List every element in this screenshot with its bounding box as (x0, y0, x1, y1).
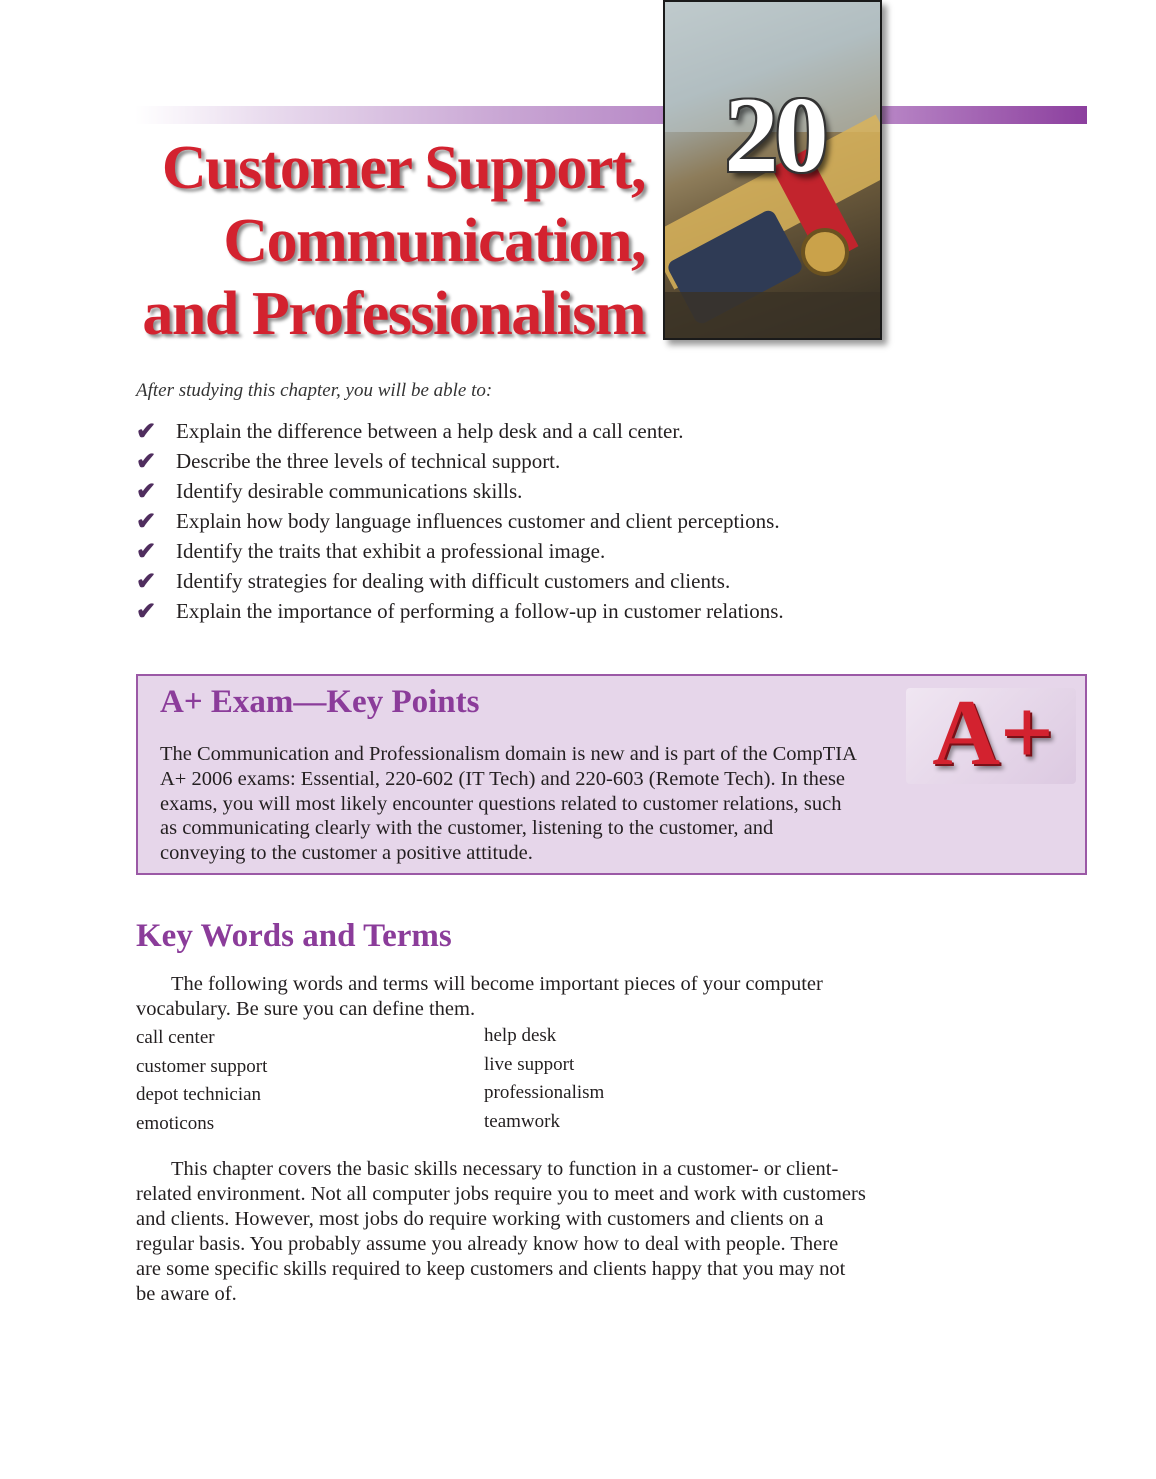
key-term: emoticons (136, 1112, 215, 1134)
key-term: teamwork (484, 1110, 560, 1132)
chapter-image (663, 0, 882, 340)
checkmark-icon: ✔ (136, 538, 157, 565)
checkmark-icon: ✔ (136, 508, 157, 535)
objective-text: Identify desirable communications skills. (176, 478, 523, 503)
objective-text: Identify the traits that exhibit a professional image. (176, 538, 606, 563)
aplus-logo-text: A+ (932, 681, 1054, 785)
objective-text: Explain the difference between a help desk and a call center. (176, 418, 684, 443)
objectives-intro: After studying this chapter, you will be able to: (136, 380, 493, 401)
body-paragraph: This chapter covers the basic skills necessary to function in a customer- or client-related environment. Not all computer jobs require you to meet and work with customers and clients. However, most jobs do require working with customers and clients on a regular basis. You probably assume you already know how to deal with people. There are some specific skills required to keep customers and clients happy that you may not be aware of. (136, 1158, 866, 1305)
key-term: professionalism (484, 1082, 605, 1103)
chapter-title-line: and Professionalism (142, 280, 645, 348)
objective-item (136, 476, 784, 506)
checkmark-icon: ✔ (136, 478, 157, 505)
checkmark-icon: ✔ (136, 448, 157, 475)
checkmark-icon: ✔ (136, 568, 157, 595)
objective-text: Identify strategies for dealing with difficult customers and clients. (176, 568, 731, 593)
key-term: depot technician (136, 1084, 262, 1105)
key-words-heading: Key Words and Terms (136, 918, 452, 954)
objective-item (136, 596, 784, 626)
key-term: help desk (484, 1025, 557, 1046)
objective-text: Explain how body language influences customer and client perceptions. (176, 508, 780, 533)
chapter-title-line: Customer Support, (161, 134, 645, 202)
objective-item (136, 506, 784, 536)
objective-item (136, 566, 784, 596)
key-terms-left-column (136, 1024, 267, 1138)
objective-item (136, 416, 784, 446)
objectives-list (136, 416, 784, 626)
key-words-intro: The following words and terms will become important pieces of your computer vocabulary. Be sure you can define them. (136, 973, 823, 1020)
chapter-number: 20 (724, 76, 825, 195)
objective-item (136, 536, 784, 566)
key-term: customer support (136, 1055, 268, 1077)
aplus-logo (906, 681, 1076, 785)
chapter-title-line: Communication, (223, 207, 645, 275)
objective-text: Describe the three levels of technical support. (176, 448, 561, 473)
checkmark-icon: ✔ (136, 418, 157, 445)
exam-key-points-body: The Communication and Professionalism domain is new and is part of the CompTIA A+ 2006 exams: Essential, 220-602 (IT Tech) and 220-603 (Remote Tech). In these exams, you will most likely encounter questions related to customer relations, such as communicating clearly with the customer, listening to the customer, and conveying to the customer a positive attitude. (160, 743, 856, 865)
key-terms-right-column (484, 1022, 604, 1136)
header-band-left (135, 106, 663, 124)
key-term: live support (484, 1053, 575, 1075)
exam-key-points-box (136, 674, 1087, 875)
header-band-right (882, 106, 1087, 124)
checkmark-icon: ✔ (136, 598, 157, 625)
key-term: call center (136, 1027, 215, 1048)
chapter-title (120, 132, 645, 351)
objective-text: Explain the importance of performing a follow-up in customer relations. (176, 598, 784, 623)
objective-item (136, 446, 784, 476)
exam-key-points-title: A+ Exam—Key Points (160, 684, 480, 720)
